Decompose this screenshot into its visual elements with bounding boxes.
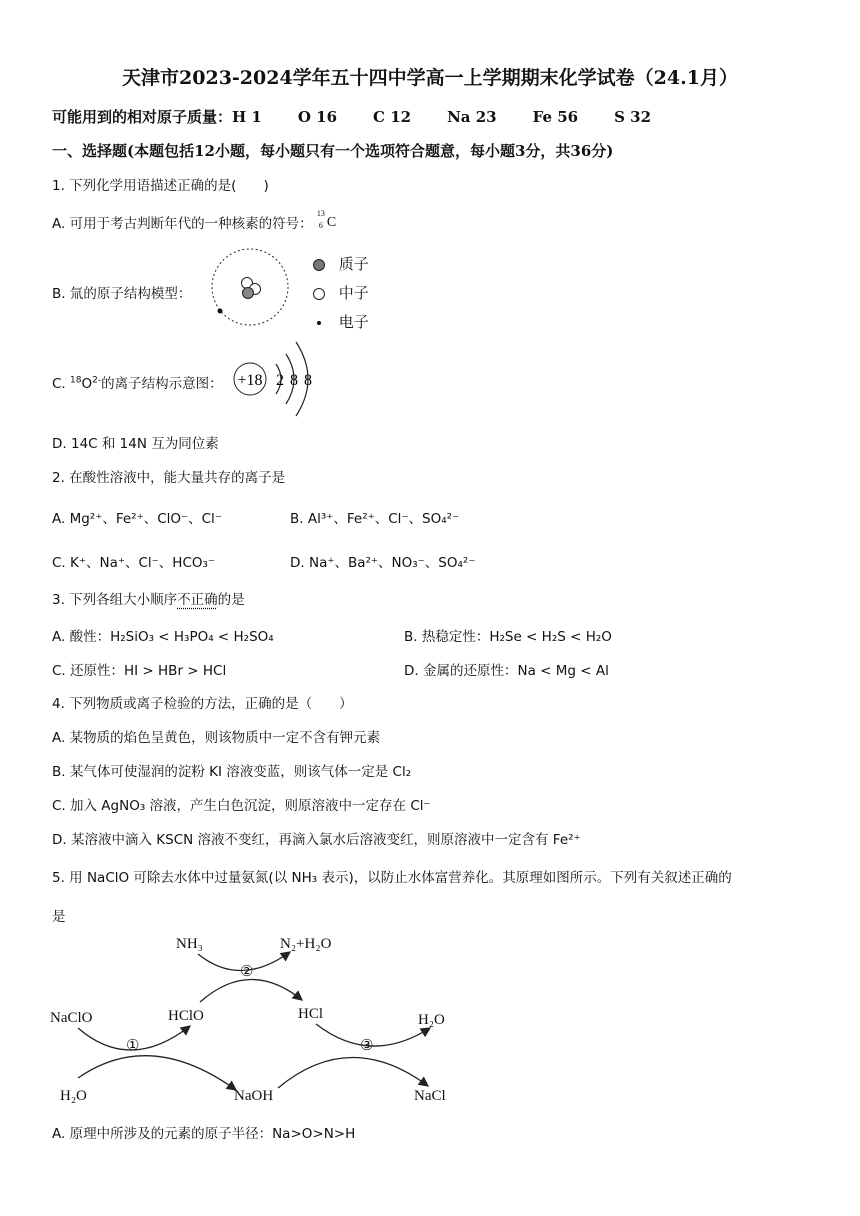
- q2-option-a: A. Mg²⁺、Fe²⁺、ClO⁻、Cl⁻: [52, 511, 222, 527]
- species-h2o: H₂O: [60, 1088, 87, 1104]
- species-naclo: NaClO: [50, 1010, 93, 1026]
- shell-count: 8: [304, 372, 312, 389]
- reaction-arrow: [200, 979, 302, 1002]
- step-3-label: ③: [360, 1038, 374, 1054]
- electron-dot: [218, 309, 223, 314]
- q5-option-a: A. 原理中所涉及的元素的原子半径：Na>O>N>H: [52, 1126, 356, 1142]
- tritium-model-diagram: [205, 245, 295, 330]
- reaction-cycle-diagram: [40, 928, 480, 1110]
- species-nh3: NH₃: [176, 936, 203, 952]
- question-4-stem: 4. 下列物质或离子检验的方法，正确的是（ ）: [52, 696, 353, 712]
- q4-option-b: B. 某气体可使湿润的淀粉 KI 溶液变蓝，则该气体一定是 Cl₂: [52, 764, 412, 780]
- reaction-arrow: [78, 1056, 236, 1090]
- nuclide-mass-number: 13: [316, 209, 325, 218]
- species-naoh: NaOH: [234, 1088, 274, 1104]
- atomic-mass-item: C 12: [373, 108, 412, 126]
- q3-option-c: C. 还原性：HI > HBr > HCl: [52, 663, 227, 679]
- q3-option-a: A. 酸性：H₂SiO₃ < H₃PO₄ < H₂SO₄: [52, 629, 274, 645]
- species-hclo: HClO: [168, 1008, 204, 1024]
- q4-option-d: D. 某溶液中滴入 KSCN 溶液不变红，再滴入氯水后溶液变红，则原溶液中一定含有 Fe²⁺: [52, 832, 581, 848]
- mass-number: 18: [70, 375, 82, 386]
- q1-option-a-text: A. 可用于考古判断年代的一种核素的符号：: [52, 216, 313, 232]
- q4-option-c: C. 加入 AgNO₃ 溶液，产生白色沉淀，则原溶液中一定存在 Cl⁻: [52, 798, 431, 814]
- neutron-legend-icon: [312, 287, 326, 301]
- electron-legend-icon: [312, 316, 326, 330]
- atomic-mass-label: 可能用到的相对原子质量：: [52, 108, 233, 126]
- q4-option-a: A. 某物质的焰色呈黄色，则该物质中一定不含有钾元素: [52, 730, 381, 746]
- atomic-mass-item: S 32: [614, 108, 652, 126]
- atomic-mass-item: Na 23: [447, 108, 497, 126]
- option-letter: C.: [52, 376, 71, 392]
- shell-count: 8: [290, 372, 298, 389]
- q1-option-a: [52, 209, 341, 233]
- ion-charge: 2-: [92, 375, 102, 386]
- nuclide-atomic-number: 6: [318, 221, 323, 230]
- ion-structure-diagram: [228, 336, 328, 424]
- nucleus-charge: +18: [237, 372, 263, 389]
- q1-option-b: B. 氚的原子结构模型：: [52, 286, 192, 302]
- atomic-mass-item: O 16: [297, 108, 338, 126]
- nuclide-element: C: [326, 215, 337, 230]
- legend-electron: [312, 311, 369, 332]
- question-5-stem: 5. 用 NaClO 可除去水体中过量氨氮(以 NH₃ 表示)，以防止水体富营养化。其原理如图所示。下列有关叙述正确的: [52, 870, 732, 886]
- q2-option-c: C. K⁺、Na⁺、Cl⁻、HCO₃⁻: [52, 555, 216, 571]
- step-2-label: ②: [240, 964, 254, 980]
- atomic-mass-item: H 1: [232, 108, 262, 126]
- question-2-stem: 2. 在酸性溶液中，能大量共存的离子是: [52, 470, 286, 486]
- legend-label: 质子: [338, 255, 369, 273]
- proton-legend-icon: [312, 258, 326, 272]
- q2-option-d: D. Na⁺、Ba²⁺、NO₃⁻、SO₄²⁻: [290, 555, 476, 571]
- question-5-stem-cont: 是: [52, 909, 66, 925]
- proton-dot: [243, 288, 254, 299]
- species-n2-h2o: N₂+H₂O: [280, 936, 332, 952]
- atomic-mass-line: [52, 106, 687, 127]
- section-heading: 一、选择题(本题包括12小题，每小题只有一个选项符合题意，每小题3分，共36分): [52, 142, 614, 160]
- legend-neutron: [312, 282, 369, 303]
- legend-label: 电子: [338, 313, 369, 331]
- stem-text: 的是: [217, 592, 245, 608]
- q3-option-d: D. 金属的还原性：Na < Mg < Al: [404, 663, 609, 679]
- question-1-stem: 1. 下列化学用语描述正确的是( ): [52, 178, 269, 194]
- shell-count: 2: [276, 372, 284, 389]
- q1-option-c-text: 的离子结构示意图：: [101, 376, 223, 392]
- atomic-mass-item: Fe 56: [532, 108, 579, 126]
- legend-proton: [312, 253, 369, 274]
- stem-text: 3. 下列各组大小顺序: [52, 592, 178, 608]
- question-3-stem: [52, 588, 245, 608]
- element-symbol: O: [81, 376, 93, 392]
- page-title: 天津市2023-2024学年五十四中学高一上学期期末化学试卷（24.1月）: [122, 67, 738, 89]
- legend-label: 中子: [338, 284, 369, 302]
- step-1-label: ①: [126, 1038, 140, 1054]
- species-hcl: HCl: [298, 1006, 324, 1022]
- q1-option-c: [52, 372, 223, 392]
- species-nacl: NaCl: [414, 1088, 446, 1104]
- q2-option-b: B. Al³⁺、Fe²⁺、Cl⁻、SO₄²⁻: [290, 511, 460, 527]
- stem-emphasis: 不正确: [177, 592, 218, 608]
- nuclide-symbol: [316, 209, 341, 233]
- q3-option-b: B. 热稳定性：H₂Se < H₂S < H₂O: [404, 629, 612, 645]
- reaction-arrow: [278, 1057, 428, 1088]
- q1-option-d: D. 14C 和 14N 互为同位素: [52, 436, 219, 452]
- species-h2o-top: H₂O: [418, 1012, 445, 1028]
